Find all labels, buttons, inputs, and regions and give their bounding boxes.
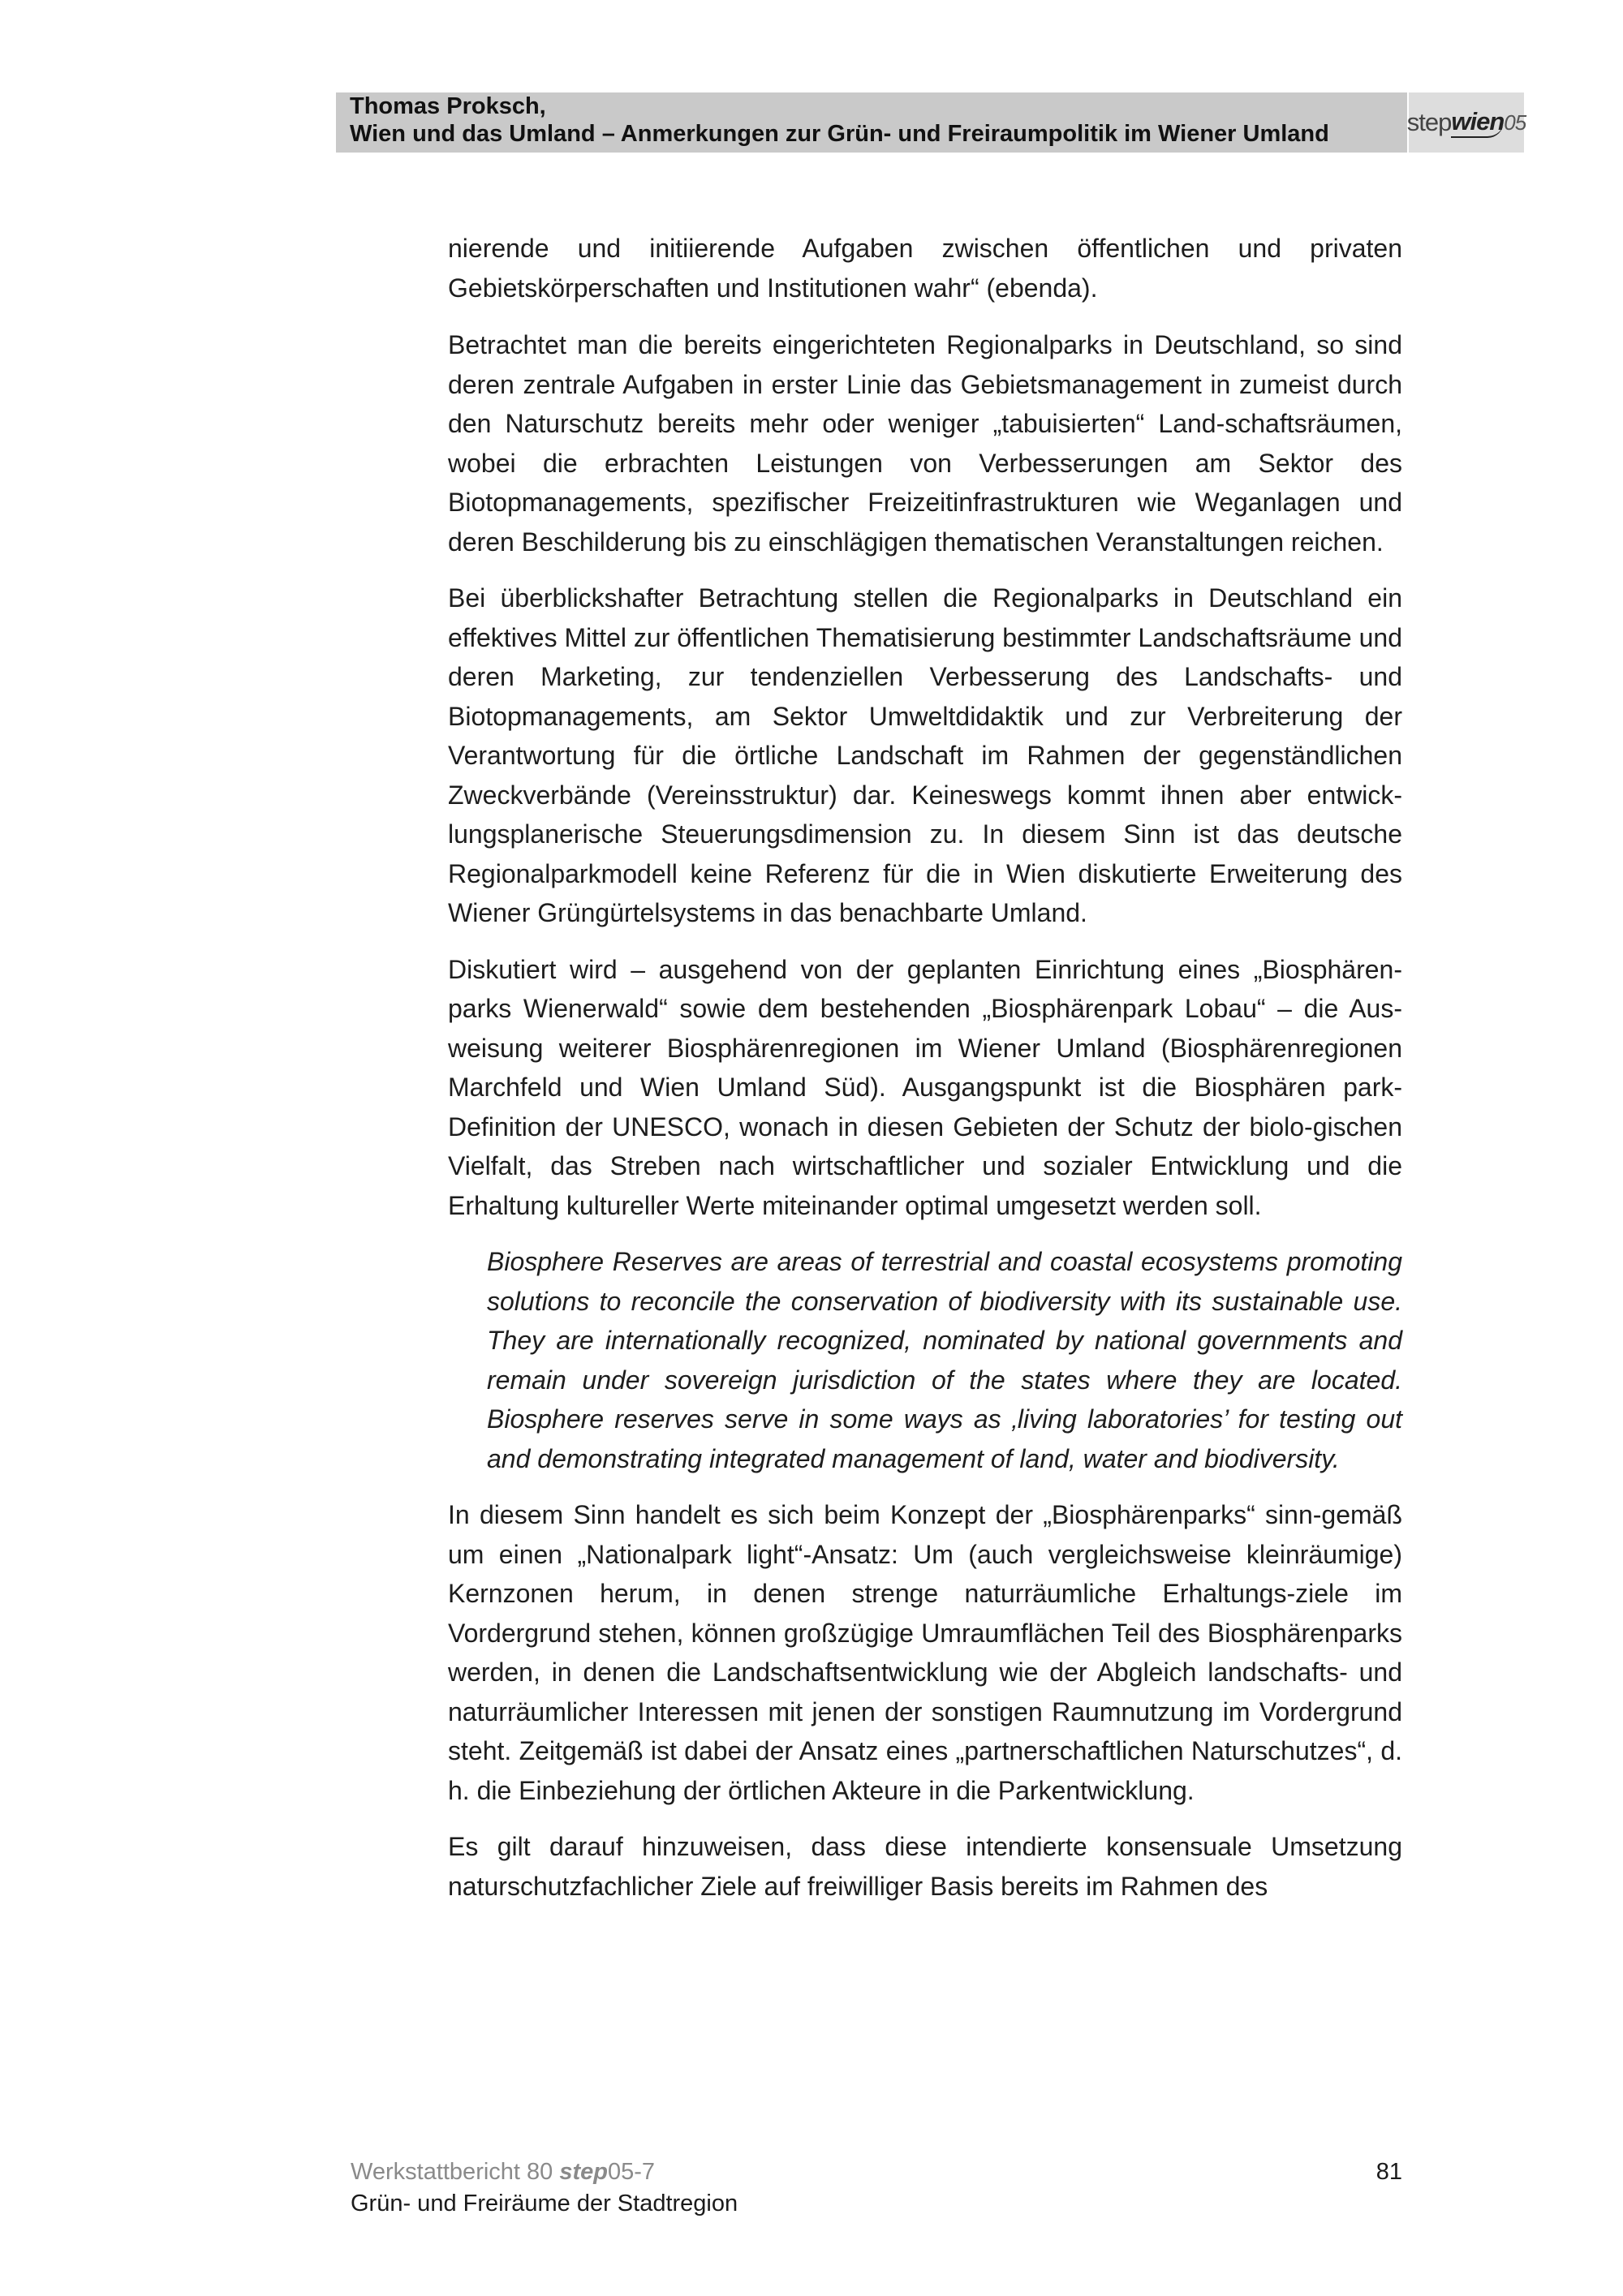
footer-series-suffix: 05-7	[608, 2159, 656, 2185]
footer-series-prefix: Werkstattbericht 80	[351, 2159, 560, 2185]
unesco-quote: Biosphere Reserves are areas of terrestrial and coastal ecosystems promoting solutions to reconcile the conservation of biodiversity with its sustainable use. They are internationally recognized, nominated by national governments and remain under sovereign jurisdiction of the states where they are located. Biosphere reserves serve in some ways as ‚living laboratories’ for testing out and demonstrating integrated management of land, water and biodiversity.	[487, 1247, 1402, 1473]
footer-series-step: step	[559, 2159, 608, 2185]
paragraph-5: In diesem Sinn handelt es sich beim Konzept der „Biosphärenparks“ sinn-gemäß um einen „Nationalpark light“-Ansatz: Um (auch vergleichsweise kleinräumige) Kernzonen herum, in denen strenge naturräumliche Erhaltungs-ziele im Vordergrund stehen, können großzügige Umraumflächen Teil des Biosphärenparks werden, in denen die Landschaftsentwicklung wie der Abgleich landschafts- und naturräumlicher Interessen mit jenen der sonstigen Raumnutzung im Vordergrund steht. Zeitgemäß ist dabei der Ansatz eines „partnerschaftlichen Naturschutzes“, d. h. die Einbeziehung der örtlichen Akteure in die Parkentwicklung.	[448, 1500, 1402, 1805]
page-body	[448, 229, 1402, 1923]
footer-subtitle: Grün- und Freiräume der Stadtregion	[351, 2191, 738, 2216]
header-title	[350, 92, 1329, 148]
paragraph-2: Betrachtet man die bereits eingerichteten Regionalparks in Deutschland, so sind deren zentrale Aufgaben in erster Linie das Gebietsmanagement in zumeist durch den Naturschutz bereits mehr oder weniger „tabuisierten“ Land-schaftsräumen, wobei die erbrachten Leistungen von Verbesserungen am Sektor des Biotopmanagements, spezifischer Freizeitinfrastrukturen wie Weganlagen und deren Beschilderung bis zu einschlägigen thematischen Veranstaltungen reichen.	[448, 330, 1402, 557]
page-number: 81	[1375, 2159, 1402, 2185]
footer	[351, 2156, 738, 2220]
paragraph-1: nierende und initiierende Aufgaben zwischen öffentlichen und privaten Gebietskörperschaften und Institutionen wahr“ (ebenda).	[448, 234, 1402, 303]
logo-year: 05	[1504, 110, 1526, 135]
logo-prefix: step	[1406, 108, 1452, 136]
header-author: Thomas Proksch,	[350, 93, 546, 119]
logo-main: wien	[1451, 107, 1504, 138]
paragraph-4: Diskutiert wird – ausgehend von der geplanten Einrichtung eines „Biosphären-parks Wienerwald“ sowie dem bestehenden „Biosphärenpark Lobau“ – die Aus-weisung weiterer Biosphärenregionen im Wiener Umland (Biosphärenregionen Marchfeld und Wien Umland Süd). Ausgangspunkt ist die Biosphären park-Definition der UNESCO, wonach in diesen Gebieten der Schutz der biolo-gischen Vielfalt, das Streben nach wirtschaftlicher und sozialer Entwicklung und die Erhaltung kultureller Werte miteinander optimal umgesetzt werden soll.	[448, 954, 1402, 1220]
footer-series	[351, 2156, 738, 2188]
paragraph-3: Bei überblickshafter Betrachtung stellen die Regionalparks in Deutschland ein effektives Mittel zur öffentlichen Thematisierung bestimmter Landschaftsräume und deren Marketing, zur tendenziellen Verbesserung des Landschafts- und Biotopmanagements, am Sektor Umweltdidaktik und zur Verbreiterung der Verantwortung für die örtliche Landschaft im Rahmen der gegenständlichen Zweckverbände (Vereinsstruktur) dar. Keineswegs kommt ihnen aber entwick-lungsplanerische Steuerungsdimension zu. In diesem Sinn ist das deutsche Regionalparkmodell keine Referenz für die in Wien diskutierte Erweiterung des Wiener Grüngürtelsystems in das benachbarte Umland.	[448, 583, 1402, 927]
header-document-title: Wien und das Umland – Anmerkungen zur Grün- und Freiraumpolitik im Wiener Umland	[350, 121, 1329, 147]
paragraph-6: Es gilt darauf hinzuweisen, dass diese intendierte konsensuale Umsetzung naturschutzfachlicher Ziele auf freiwilliger Basis bereits im Rahmen des	[448, 1832, 1402, 1901]
step-wien-logo	[1406, 92, 1526, 153]
